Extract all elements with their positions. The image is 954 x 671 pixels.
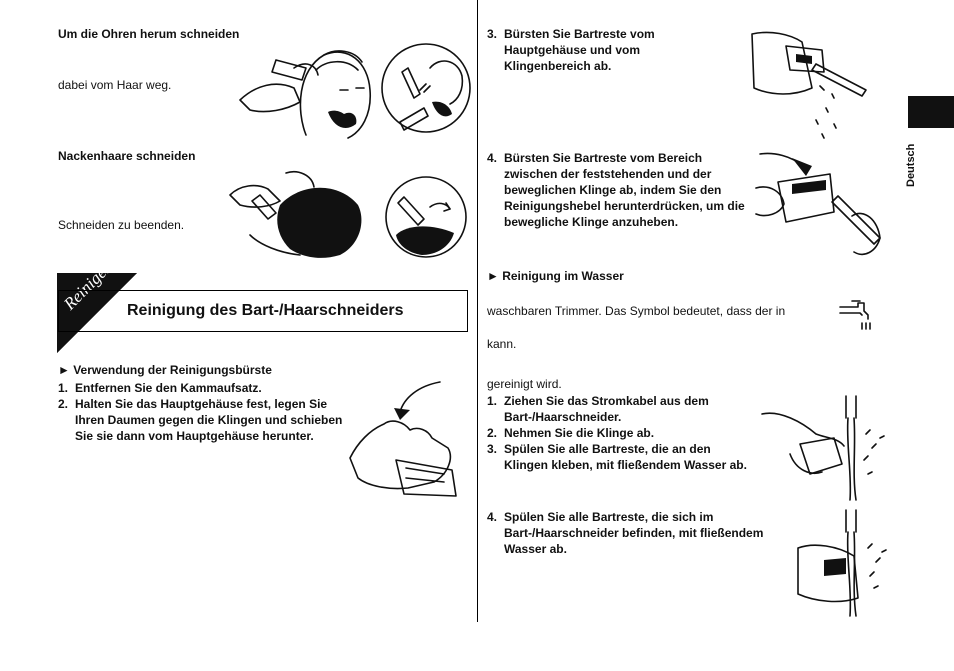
ears-heading: Um die Ohren herum schneiden — [58, 27, 240, 41]
language-tab-marker — [908, 96, 954, 128]
right-steps-top-4 — [487, 150, 752, 230]
water-subheading: ► Reinigung im Wasser — [487, 269, 624, 283]
list-item: 3. Bürsten Sie Bartreste vom Hauptgehäuse und vom Klingenbereich ab. — [487, 27, 655, 73]
ears-text: dabei vom Haar weg. — [58, 78, 172, 92]
language-tab-label: Deutsch — [905, 143, 917, 187]
section-title: Reinigung des Bart-/Haarschneiders — [127, 302, 404, 319]
list-item: 1. Ziehen Sie das Stromkabel aus dem Bart-/Haarschneider. — [487, 394, 709, 424]
right-steps-top-3 — [487, 26, 687, 74]
ear-trimming-illustration — [236, 40, 376, 140]
water-intro-line1: waschbaren Trimmer. Das Symbol bedeutet, dass der in — [487, 304, 786, 318]
column-divider — [477, 0, 478, 622]
water-steps-list-4 — [487, 509, 777, 557]
list-item: 4. Spülen Sie alle Bartreste, die sich im Bart-/Haarschneider befinden, mit fließendem Wasser ab. — [487, 510, 764, 556]
list-item: 1. Entfernen Sie den Kammaufsatz. — [58, 381, 262, 395]
list-item: 2. Halten Sie das Hauptgehäuse fest, legen Sie Ihren Daumen gegen die Klingen und schieben Sie sie dann vom Hauptgehäuse herunter. — [58, 397, 343, 443]
list-item: 4. Bürsten Sie Bartreste vom Bereich zwischen der feststehenden und der beweglichen Klinge ab, indem Sie den Reinigungshebel herunterdrücken, um die bewegliche Klinge anzuheben. — [487, 151, 745, 229]
lever-cleaning-illustration — [752, 148, 892, 260]
water-intro-line2: kann. — [487, 337, 517, 351]
ear-detail-circle-illustration — [380, 42, 472, 134]
washable-faucet-icon — [838, 297, 878, 333]
water-steps-list — [487, 393, 757, 473]
rinse-body-illustration — [784, 508, 894, 618]
section-tag-label: Reinigen — [60, 257, 117, 314]
neck-trimming-illustration — [220, 165, 370, 265]
water-intro-line3: gereinigt wird. — [487, 377, 562, 391]
neck-heading: Nackenhaare schneiden — [58, 149, 196, 163]
brush-steps-list — [58, 380, 348, 444]
rinse-blades-illustration — [760, 394, 892, 502]
blade-removal-illustration — [348, 378, 466, 510]
brush-subheading: ► Verwendung der Reinigungsbürste — [58, 363, 272, 377]
neck-detail-circle-illustration — [384, 175, 468, 259]
neck-text: Schneiden zu beenden. — [58, 218, 185, 232]
list-item: 3. Spülen Sie alle Bartreste, die an den Klingen kleben, mit fließendem Wasser ab. — [487, 442, 747, 472]
list-item: 2. Nehmen Sie die Klinge ab. — [487, 426, 655, 440]
brush-body-illustration — [742, 24, 872, 144]
